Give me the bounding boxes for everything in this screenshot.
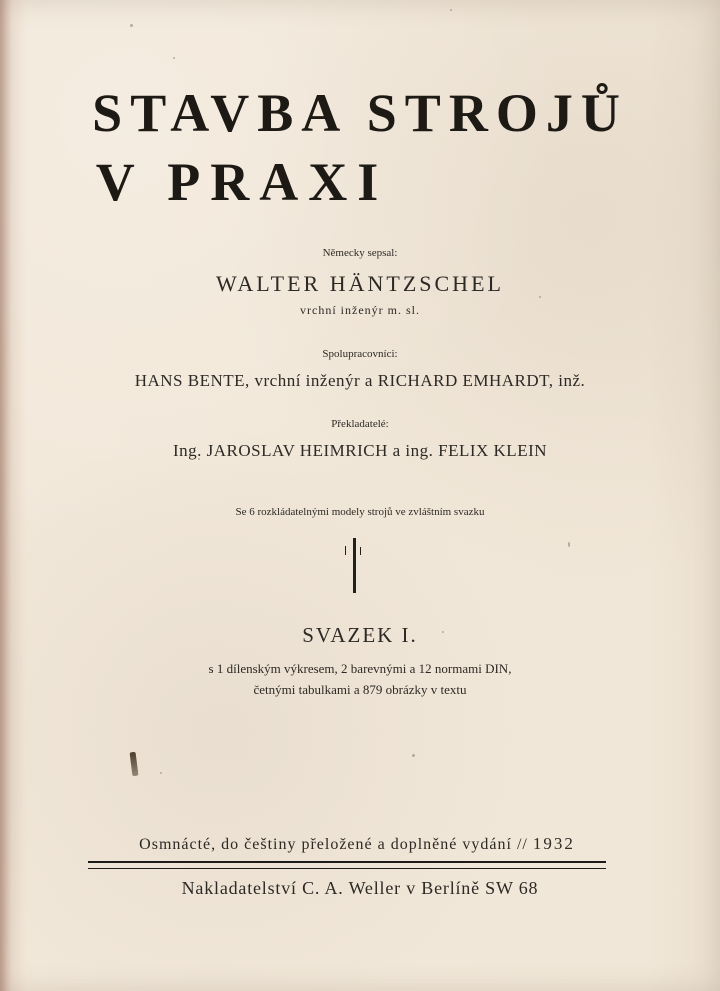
publisher-mark-right-stroke — [360, 547, 361, 555]
paper-spot — [160, 772, 162, 774]
publisher-separator-thin — [88, 868, 606, 869]
collaborators-role: Spolupracovníci: — [322, 348, 398, 360]
publisher-mark-icon — [345, 538, 367, 594]
publisher-line: Nakladatelství C. A. Weller v Berlíně SW 68 — [181, 878, 539, 898]
paper-spot — [173, 57, 175, 59]
collaborators-names: HANS BENTE, vrchní inženýr a RICHARD EMHARDT, inž. — [134, 371, 586, 390]
publisher-mark-left-stroke — [345, 546, 346, 555]
translators-role: Překladatelé: — [331, 418, 389, 430]
paper-spot — [568, 542, 570, 547]
author-role: Německy sepsal: — [322, 247, 398, 259]
publication-year: 1932 — [532, 834, 575, 853]
edition-separator: // — [516, 836, 528, 853]
paper-mark-icon — [130, 752, 139, 777]
publisher-separator-thick — [88, 861, 606, 863]
paper-spot — [539, 296, 541, 298]
paper-spot — [412, 754, 415, 757]
author-name: WALTER HÄNTZSCHEL — [216, 271, 504, 296]
models-note: Se 6 rozkládatelnými modely strojů ve zvláštním svazku — [235, 506, 485, 518]
publisher-mark-main-stroke — [353, 538, 356, 593]
edition-line — [0, 835, 717, 853]
volume-description-line-1: s 1 dílenským výkresem, 2 barevnými a 12 normami DIN, — [208, 661, 512, 676]
paper-spot — [130, 24, 133, 27]
author-title: vrchní inženýr m. sl. — [300, 303, 420, 317]
book-title-line-2: V PRAXI — [95, 152, 389, 212]
volume-title: SVAZEK I. — [302, 623, 418, 647]
translators-names: Ing. JAROSLAV HEIMRICH a ing. FELIX KLEIN — [172, 441, 548, 460]
book-title-line-1: STAVBA STROJŮ — [92, 83, 628, 143]
edition-text: Osmnácté, do češtiny přeložené a doplněné vydání — [139, 836, 512, 853]
volume-description-line-2: četnými tabulkami a 879 obrázky v textu — [253, 682, 467, 697]
paper-spot — [450, 9, 452, 11]
